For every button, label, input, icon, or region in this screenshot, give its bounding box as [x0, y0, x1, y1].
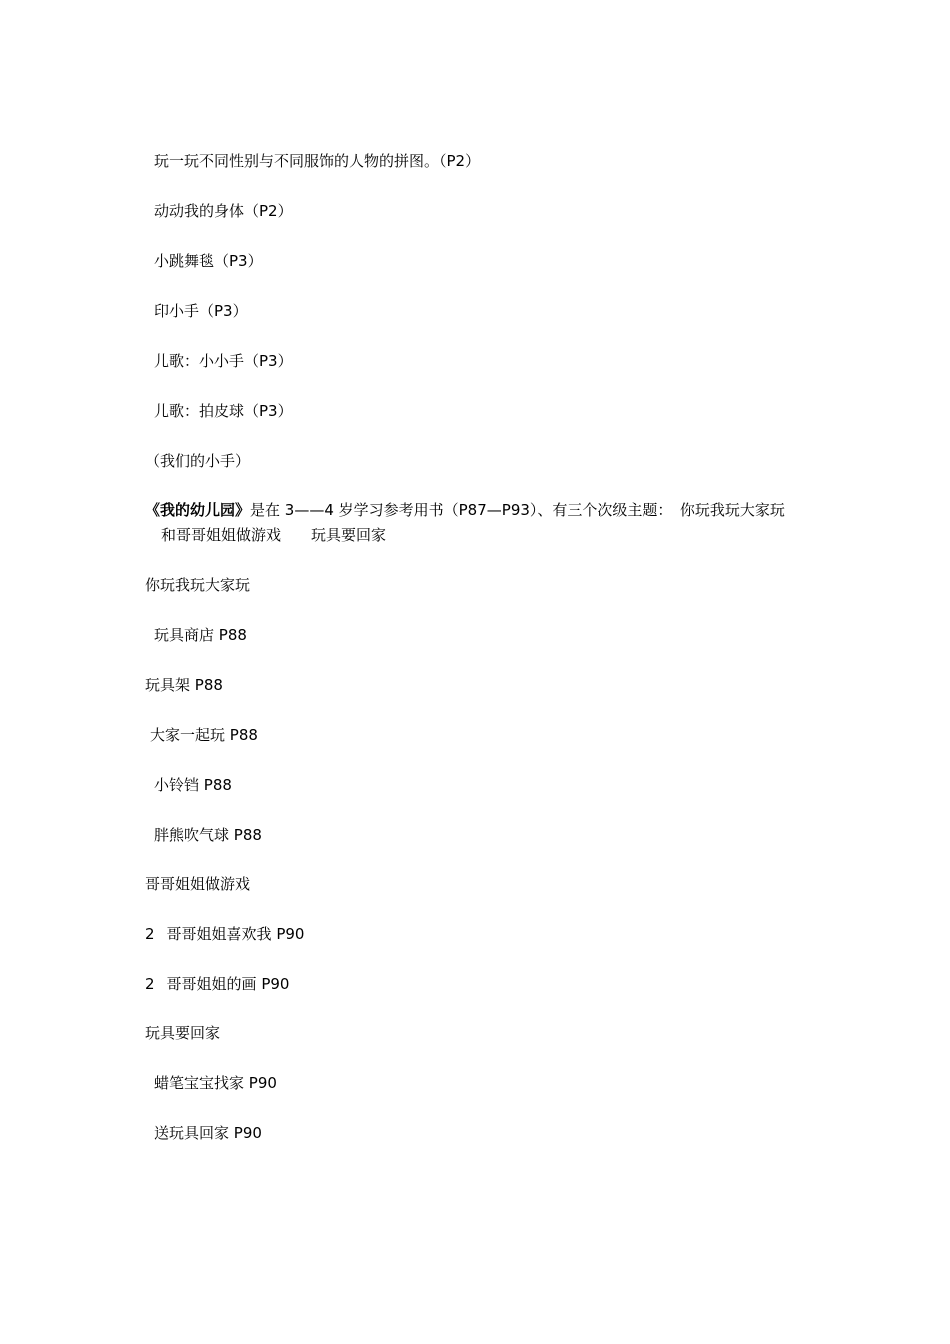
list-item: 送玩具回家 P90 [154, 1124, 262, 1142]
list-item: 玩具架 P88 [145, 676, 223, 694]
item-text: 哥哥姐姐喜欢我 P90 [166, 925, 305, 943]
text-line: 玩一玩不同性别与不同服饰的人物的拼图。（P2） [154, 152, 481, 170]
book-title: 《我的幼儿园》 [145, 501, 251, 519]
text-line: 儿歌：小小手（P3） [154, 352, 293, 370]
text-line: 动动我的身体（P2） [154, 202, 293, 220]
list-item [145, 924, 304, 944]
list-item: 蜡笔宝宝找家 P90 [154, 1074, 277, 1092]
section-heading: 哥哥姐姐做游戏 [145, 875, 251, 893]
intro-paragraph-line-1 [145, 500, 785, 520]
list-item: 小铃铛 P88 [154, 776, 232, 794]
item-number: 2 [145, 925, 155, 943]
intro-paragraph-line-2: 和哥哥姐姐做游戏 玩具要回家 [161, 526, 387, 544]
item-text: 哥哥姐姐的画 P90 [166, 975, 290, 993]
text-line: 儿歌：拍皮球（P3） [154, 402, 293, 420]
text-line: 印小手（P3） [154, 302, 248, 320]
text-line: （我们的小手） [145, 452, 251, 470]
intro-text: 是在 3——4 岁学习参考用书（P87—P93）、有三个次级主题： 你玩我玩大家玩 [250, 501, 785, 519]
text-line: 小跳舞毯（P3） [154, 252, 263, 270]
item-number: 2 [145, 975, 155, 993]
list-item: 大家一起玩 P88 [150, 726, 258, 744]
section-heading: 玩具要回家 [145, 1024, 221, 1042]
list-item: 胖熊吹气球 P88 [154, 826, 262, 844]
list-item [145, 974, 289, 994]
list-item: 玩具商店 P88 [154, 626, 247, 644]
section-heading: 你玩我玩大家玩 [145, 576, 251, 594]
